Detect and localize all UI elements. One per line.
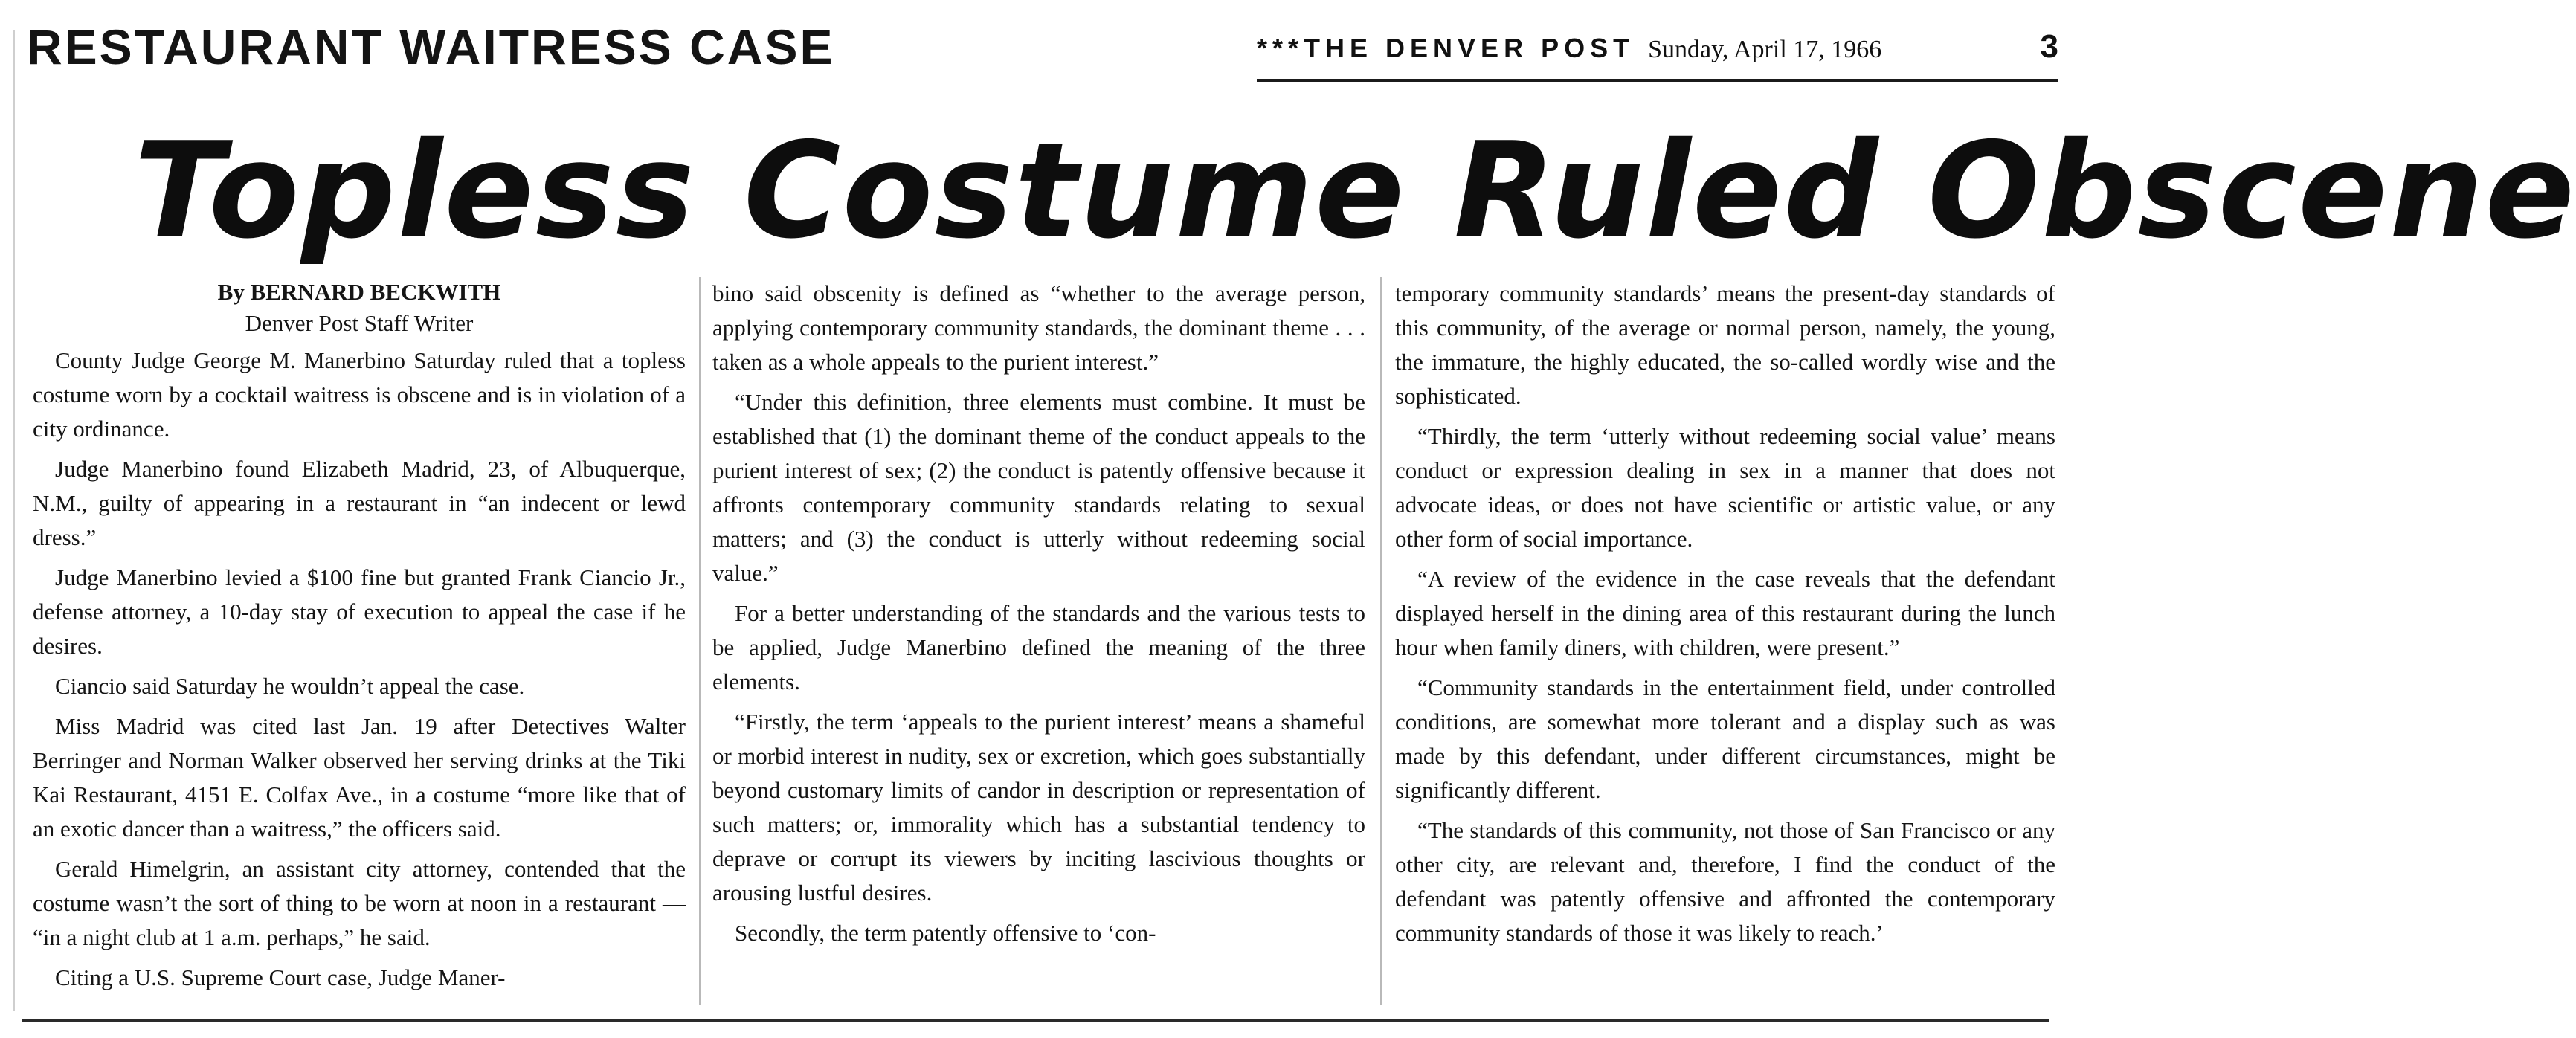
paragraph-continued: bino said obscenity is defined as “whether to the average person, applying contemporary community standards, the dominant theme . . . taken as a whole appeals to the purient interest.”: [712, 280, 1365, 375]
paragraph: “Under this definition, three elements must combine. It must be established that (1) the dominant theme of the conduct appeals to the purient interest of sex; (2) the conduct is patently offensive because it affronts contemporary community standards relating to sexual matters; and (3) the conduct is utterly without redeeming social value.”: [712, 389, 1365, 586]
article-column-2: [712, 277, 1365, 1013]
section-title: RESTAURANT WAITRESS CASE: [27, 19, 835, 74]
byline: [33, 277, 686, 339]
masthead: [1257, 28, 2058, 82]
paragraph: “The standards of this community, not those of San Francisco or any other city, are relevant and, therefore, I find the conduct of the defendant was patently offensive and affronted the contemporary community standards of those it was likely to reach.’: [1395, 817, 2055, 946]
paragraph: Secondly, the term patently offensive to ‘con-: [735, 920, 1156, 946]
paragraph: “Community standards in the entertainment field, under controlled conditions, are somewhat more tolerant and a display such as was made by this defendant, under different circumstances, might be significantly different.: [1395, 674, 2055, 803]
paragraph: “Thirdly, the term ‘utterly without redeeming social value’ means conduct or expression dealing in sex in a manner that does not advocate ideas, or does not have scientific or artistic value, or any other form of social importance.: [1395, 423, 2055, 552]
paragraph: Judge Manerbino levied a $100 fine but granted Frank Ciancio Jr., defense attorney, a 10-day stay of execution to appeal the case if he desires.: [33, 564, 686, 659]
paragraph: Miss Madrid was cited last Jan. 19 after Detectives Walter Berringer and Norman Walker observed her serving drinks at the Tiki Kai Restaurant, 4151 E. Colfax Ave., in a costume “more like that of an exotic dancer than a waitress,” the officers said.: [33, 713, 686, 842]
paragraph-continued: temporary community standards’ means the present-day standards of this community, of the average or normal person, namely, the young, the immature, the highly educated, the so-called wordly wise and the sophisticated.: [1395, 280, 2055, 409]
paragraph: Citing a U.S. Supreme Court case, Judge Maner-: [55, 964, 506, 990]
paragraph: Judge Manerbino found Elizabeth Madrid, 23, of Albuquerque, N.M., guilty of appearing in a restaurant in “an indecent or lewd dress.”: [33, 456, 686, 550]
paragraph: For a better understanding of the standards and the various tests to be applied, Judge Manerbino defined the meaning of the three elements.: [712, 600, 1365, 694]
bottom-rule: [22, 1019, 2049, 1022]
paragraph: “Firstly, the term ‘appeals to the purient interest’ means a shameful or morbid interest in nudity, sex or excretion, which goes substantially beyond customary limits of candor in description or representation of such matters; or, immorality which has a substantial tendency to deprave or corrupt its viewers by inciting lascivious thoughts or arousing lustful desires.: [712, 709, 1365, 906]
page-number: 3: [2040, 28, 2058, 65]
column-divider: [1380, 277, 1382, 1005]
column-divider: [699, 277, 701, 1005]
issue-date: Sunday, April 17, 1966: [1648, 36, 1882, 63]
page-edge: [13, 30, 15, 1011]
article-column-1: [33, 277, 686, 1013]
headline: Topless Costume Ruled Obscene: [134, 114, 2576, 268]
paragraph: “A review of the evidence in the case reveals that the defendant displayed herself in the dining area of this restaurant during the lunch hour when family diners, with children, were present.”: [1395, 566, 2055, 660]
paper-name: ***THE DENVER POST: [1257, 33, 1635, 63]
byline-role: Denver Post Staff Writer: [245, 310, 474, 336]
article-column-3: [1395, 277, 2055, 1013]
byline-author: By BERNARD BECKWITH: [217, 279, 501, 305]
paragraph: County Judge George M. Manerbino Saturday ruled that a topless costume worn by a cocktail waitress is obscene and is in violation of a city ordinance.: [33, 347, 686, 442]
paragraph: Gerald Himelgrin, an assistant city attorney, contended that the costume wasn’t the sort of thing to be worn at noon in a restaurant — “in a night club at 1 a.m. perhaps,” he said.: [33, 856, 686, 950]
paragraph: Ciancio said Saturday he wouldn’t appeal the case.: [55, 673, 525, 699]
